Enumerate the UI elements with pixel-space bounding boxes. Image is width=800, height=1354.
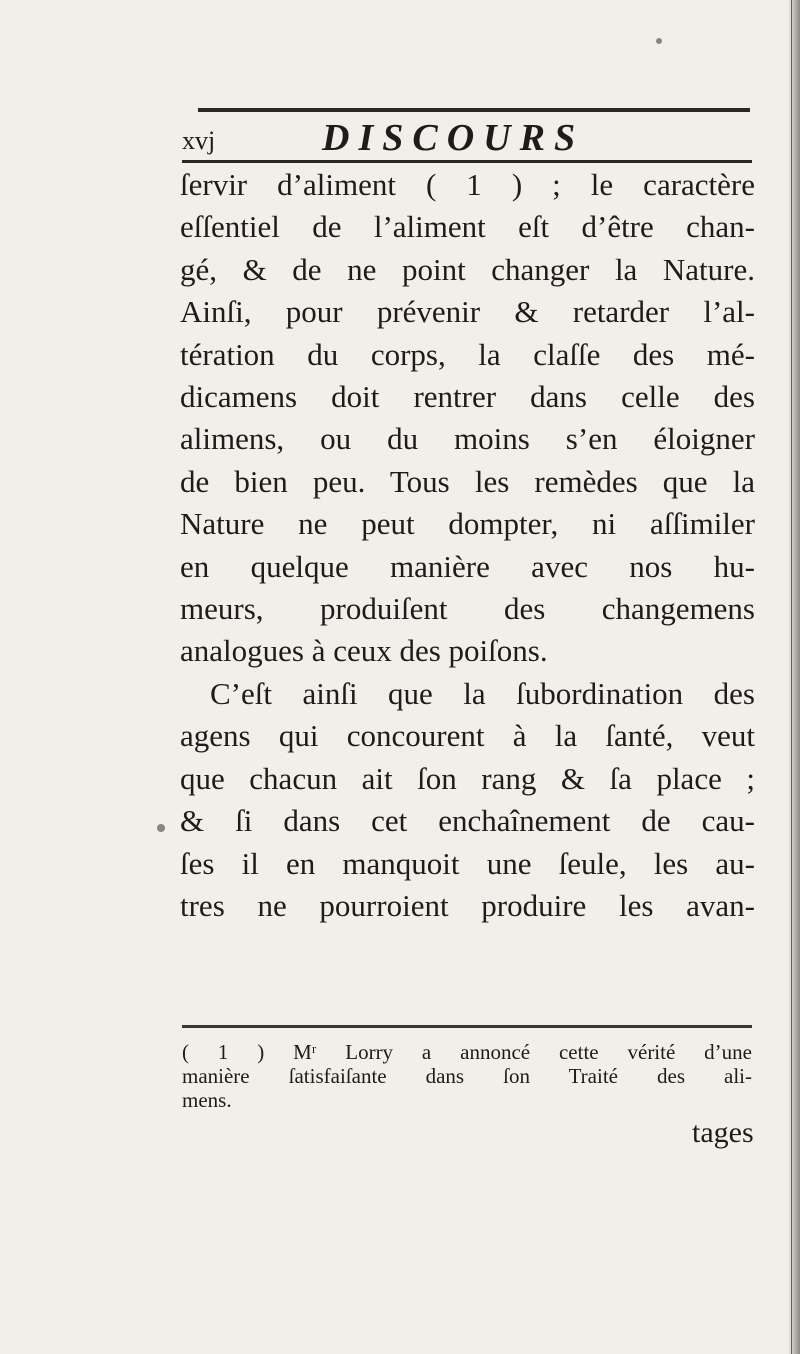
text-line: que chacun ait ſon rang & ſa place ;: [180, 760, 755, 796]
header-rule: [182, 160, 752, 163]
text-line: & ſi dans cet enchaînement de cau-: [180, 803, 755, 839]
text-line: agens qui concourent à la ſanté, veut: [180, 718, 755, 754]
text-line: eſſentiel de l’aliment eſt d’être chan-: [180, 209, 755, 245]
catchword: tages: [692, 1116, 754, 1149]
text-line: de bien peu. Tous les remèdes que la: [180, 463, 755, 499]
text-line: en quelque manière avec nos hu-: [180, 548, 755, 584]
paper-speck: [656, 38, 662, 44]
text-line: tres ne pourroient produire les avan-: [180, 887, 755, 923]
text-line: analogues à ceux des poiſons.: [180, 633, 548, 669]
body-text: [180, 164, 755, 927]
text-line: ſes il en manquoit une ſeule, les au-: [180, 845, 755, 881]
running-title: DISCOURS: [322, 117, 585, 159]
footnote-line: mens.: [182, 1088, 232, 1112]
text-line: Ainſi, pour prévenir & retarder l’al-: [180, 294, 755, 330]
top-rule: [198, 108, 750, 112]
text-line: gé, & de ne point changer la Nature.: [180, 251, 755, 287]
footnote-line: manière ſatisfaiſante dans ſon Traité des ali-: [182, 1064, 752, 1088]
text-line: C’eſt ainſi que la ſubordination des: [210, 675, 755, 711]
text-line: alimens, ou du moins s’en éloigner: [180, 421, 755, 457]
text-line: Nature ne peut dompter, ni aſſimiler: [180, 506, 755, 542]
footnote: [182, 1040, 752, 1112]
text-line: ſervir d’aliment ( 1 ) ; le caractère: [180, 167, 755, 202]
footnote-line: ( 1 ) Mʳ Lorry a annoncé cette vérité d’une: [182, 1040, 752, 1064]
text-line: dicamens doit rentrer dans celle des: [180, 379, 755, 415]
running-head: [182, 116, 752, 160]
text-line: meurs, produiſent des changemens: [180, 591, 755, 627]
page-edge-shadow: [788, 0, 800, 1354]
footnote-rule: [182, 1025, 752, 1028]
text-line: tération du corps, la claſſe des mé-: [180, 336, 755, 372]
page-number: xvj: [182, 126, 216, 155]
paper-speck: [157, 824, 165, 832]
